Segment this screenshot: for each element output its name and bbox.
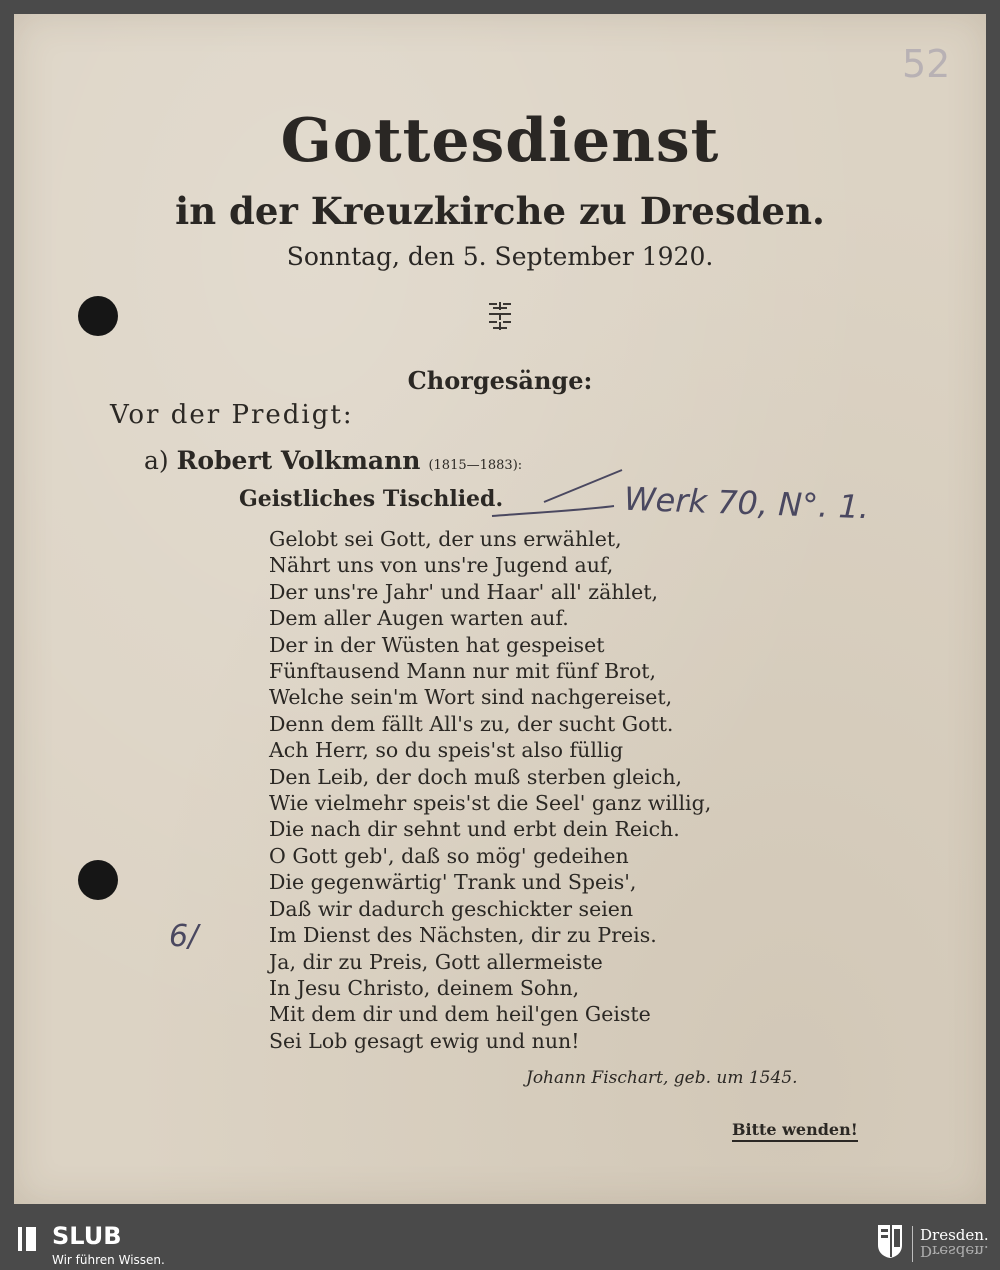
poem-line: O Gott geb', daß so mög' gedeihen	[269, 843, 629, 868]
poem-line: Dem aller Augen warten auf.	[269, 606, 569, 631]
poem-line: Welche sein'm Wort sind nachgereiset,	[269, 685, 673, 710]
slub-logo-icon	[14, 1224, 44, 1254]
handwritten-margin-mark: 6/	[169, 919, 199, 954]
poem-line: Den Leib, der doch muß sterben gleich,	[269, 764, 683, 789]
poem-line: Nährt uns von uns're Jugend auf,	[269, 553, 614, 578]
library-tagline: Wir führen Wissen.	[52, 1253, 165, 1267]
footer-separator	[912, 1226, 913, 1262]
footer-bar	[0, 1220, 1000, 1270]
poem-line: Sei Lob gesagt ewig und nun!	[269, 1028, 580, 1053]
poem-line: Fünftausend Mann nur mit fünf Brot,	[269, 659, 657, 684]
poem-line: Gelobt sei Gott, der uns erwählet,	[269, 527, 622, 551]
composer-line	[144, 446, 522, 475]
poem-line: In Jesu Christo, deinem Sohn,	[269, 975, 580, 1000]
poem-line: Denn dem fällt All's zu, der sucht Gott.	[269, 711, 674, 736]
turn-page-note: Bitte wenden!	[732, 1120, 858, 1142]
poem-author: Johann Fischart, geb. um 1545.	[526, 1068, 798, 1088]
poem-line: Mit dem dir und dem heil'gen Geiste	[269, 1002, 651, 1027]
handwritten-page-number: 52	[902, 42, 951, 86]
city-name-reflection: Dresden.	[920, 1242, 989, 1260]
punch-hole	[78, 860, 118, 900]
service-date: Sonntag, den 5. September 1920.	[286, 242, 714, 271]
poem-line: Der in der Wüsten hat gespeiset	[269, 632, 605, 657]
handwritten-opus-note: Werk 70, N°. 1.	[623, 479, 870, 527]
poem-line: Daß wir dadurch geschickter seien	[269, 896, 634, 921]
section-heading: Vor der Predigt:	[110, 400, 354, 430]
poem-line: Die nach dir sehnt und erbt dein Reich.	[269, 817, 680, 842]
pencil-mark	[484, 464, 634, 524]
poem-line: Ja, dir zu Preis, Gott allermeiste	[269, 949, 603, 974]
item-letter: a)	[144, 446, 169, 475]
document-subtitle: in der Kreuzkirche zu Dresden.	[175, 189, 825, 233]
poem	[269, 526, 711, 1054]
ornament-glyph	[485, 300, 515, 332]
dresden-crest-icon	[876, 1223, 904, 1259]
document-title: Gottesdienst	[280, 106, 720, 176]
composer-years: (1815—1883):	[428, 458, 523, 473]
poem-line: Ach Herr, so du speis'st also füllig	[269, 738, 624, 763]
composer-name: Robert Volkmann	[176, 446, 421, 475]
poem-line: Die gegenwärtig' Trank und Speis',	[269, 870, 637, 895]
ornament-icon	[14, 300, 986, 339]
document-page	[14, 14, 986, 1204]
song-title: Geistliches Tischlied.	[239, 486, 504, 512]
poem-line: Wie vielmehr speis'st die Seel' ganz willig,	[269, 791, 712, 816]
city-name: Dresden.	[920, 1226, 989, 1244]
library-name: SLUB	[52, 1222, 122, 1250]
poem-line: Der uns're Jahr' und Haar' all' zählet,	[269, 579, 658, 604]
choir-heading: Chorgesänge:	[407, 366, 593, 395]
poem-line: Im Dienst des Nächsten, dir zu Preis.	[269, 923, 657, 948]
